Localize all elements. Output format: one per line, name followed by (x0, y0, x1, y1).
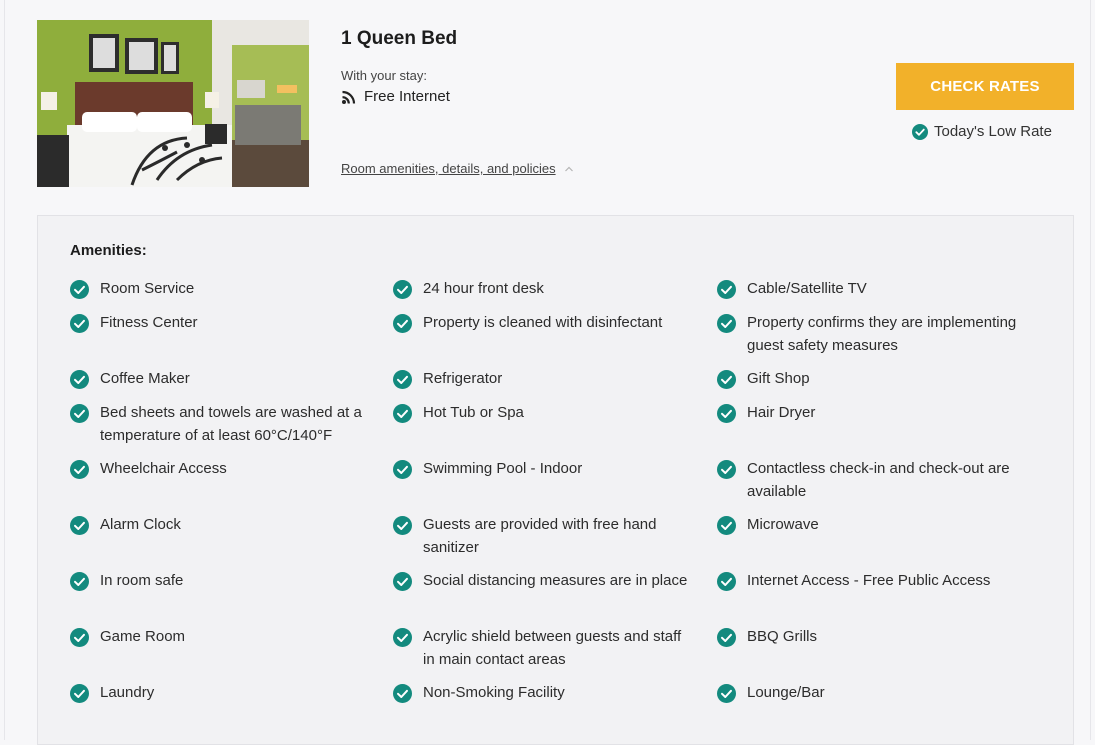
amenity-item (70, 682, 370, 705)
stay-perk (341, 88, 450, 105)
room-card (4, 0, 1091, 740)
room-title: 1 Queen Bed (341, 28, 458, 49)
amenities-heading: Amenities: (70, 242, 147, 259)
amenity-item (393, 570, 693, 593)
amenity-label: Non-Smoking Facility (423, 684, 565, 701)
check-circle-icon (393, 460, 412, 479)
amenity-label: BBQ Grills (747, 628, 818, 645)
check-circle-icon (717, 628, 736, 647)
low-rate-label: Today's Low Rate (934, 123, 1052, 140)
amenity-label: Lounge/Bar (747, 684, 825, 701)
amenity-item (70, 312, 370, 335)
check-circle-icon (717, 314, 736, 333)
amenity-item (717, 626, 1017, 649)
amenity-item (393, 368, 693, 391)
check-circle-icon (70, 404, 89, 423)
amenity-item (393, 312, 693, 335)
amenity-label: Swimming Pool - Indoor (423, 460, 583, 477)
amenity-label: Guests are provided with free hand sanitizer (423, 516, 657, 556)
check-circle-icon (717, 684, 736, 703)
amenities-panel (37, 215, 1074, 745)
check-circle-icon (717, 516, 736, 535)
amenity-label: Fitness Center (100, 314, 198, 331)
room-photo[interactable] (37, 20, 309, 187)
amenity-item (393, 626, 693, 671)
check-circle-icon (393, 404, 412, 423)
check-circle-icon (393, 684, 412, 703)
check-circle-icon (912, 124, 928, 140)
low-rate-badge (912, 123, 1052, 140)
amenity-item (717, 368, 1017, 391)
amenity-item (70, 514, 370, 537)
amenity-label: In room safe (100, 572, 184, 589)
check-circle-icon (70, 460, 89, 479)
check-circle-icon (393, 370, 412, 389)
amenity-item (717, 570, 1017, 593)
check-circle-icon (393, 572, 412, 591)
check-rates-button[interactable]: CHECK RATES (896, 63, 1074, 110)
check-circle-icon (393, 628, 412, 647)
check-circle-icon (70, 370, 89, 389)
amenity-label: Property confirms they are implementing guest safety measures (747, 314, 1017, 354)
check-circle-icon (717, 370, 736, 389)
amenity-item (393, 402, 693, 425)
amenity-item (717, 312, 1017, 357)
room-details-link[interactable] (341, 161, 574, 176)
amenity-item (393, 458, 693, 481)
amenity-label: Hot Tub or Spa (423, 404, 524, 421)
check-circle-icon (70, 314, 89, 333)
check-circle-icon (393, 314, 412, 333)
amenity-label: Contactless check-in and check-out are available (747, 460, 1010, 500)
amenity-item (70, 458, 370, 481)
check-circle-icon (70, 628, 89, 647)
check-circle-icon (70, 280, 89, 299)
amenity-label: Hair Dryer (747, 404, 816, 421)
check-circle-icon (70, 516, 89, 535)
chevron-up-icon (564, 164, 574, 174)
amenity-item (70, 626, 370, 649)
wifi-icon (341, 89, 357, 105)
amenity-label: Refrigerator (423, 370, 503, 387)
amenity-label: Alarm Clock (100, 516, 181, 533)
amenity-label: 24 hour front desk (423, 280, 544, 297)
amenity-item (393, 682, 693, 705)
amenity-label: Microwave (747, 516, 819, 533)
amenity-label: Game Room (100, 628, 186, 645)
check-circle-icon (70, 572, 89, 591)
stay-perk-label: Free Internet (364, 88, 450, 105)
amenity-label: Room Service (100, 280, 195, 297)
check-circle-icon (70, 684, 89, 703)
amenity-item (70, 402, 370, 447)
check-circle-icon (393, 280, 412, 299)
amenity-label: Gift Shop (747, 370, 810, 387)
with-stay-label: With your stay: (341, 68, 427, 83)
check-circle-icon (717, 404, 736, 423)
amenity-label: Wheelchair Access (100, 460, 227, 477)
amenity-label: Property is cleaned with disinfectant (423, 314, 663, 331)
amenity-label: Bed sheets and towels are washed at a temperature of at least 60°C/140°F (100, 404, 362, 444)
amenity-item (717, 278, 1017, 301)
amenity-label: Acrylic shield between guests and staff in main contact areas (423, 628, 682, 668)
room-photo-illustration (37, 20, 309, 187)
check-circle-icon (717, 460, 736, 479)
amenity-item (393, 514, 693, 559)
check-circle-icon (717, 280, 736, 299)
check-circle-icon (393, 516, 412, 535)
amenity-item (717, 402, 1017, 425)
amenity-item (393, 278, 693, 301)
amenity-label: Social distancing measures are in place (423, 572, 688, 589)
amenity-item (70, 570, 370, 593)
amenity-item (717, 458, 1017, 503)
amenity-item (70, 368, 370, 391)
amenity-label: Internet Access - Free Public Access (747, 572, 991, 589)
amenity-label: Coffee Maker (100, 370, 190, 387)
room-details-link-label: Room amenities, details, and policies (341, 161, 556, 176)
check-circle-icon (717, 572, 736, 591)
amenity-item (70, 278, 370, 301)
amenity-item (717, 514, 1017, 537)
amenity-item (717, 682, 1017, 705)
amenity-label: Cable/Satellite TV (747, 280, 867, 297)
amenity-label: Laundry (100, 684, 155, 701)
